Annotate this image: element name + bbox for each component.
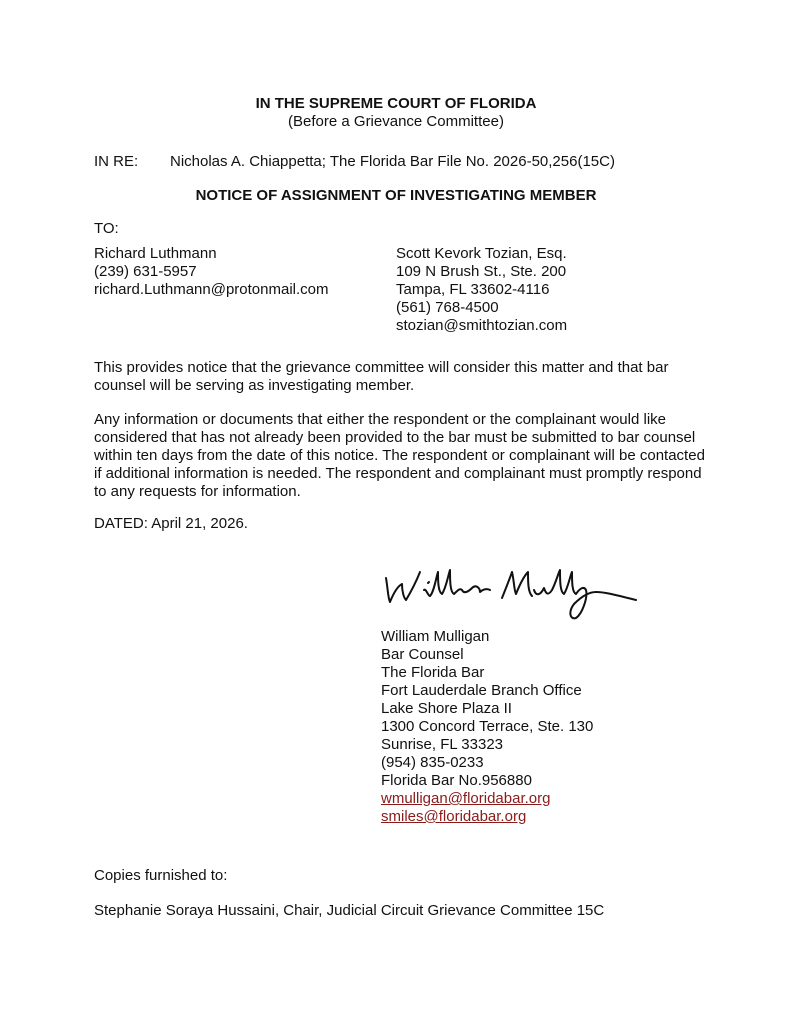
email-link-smiles[interactable]: smiles@floridabar.org: [381, 808, 527, 825]
signer-title: Bar Counsel: [381, 646, 464, 663]
committee-subheading: (Before a Grievance Committee): [288, 113, 504, 130]
notice-title: NOTICE OF ASSIGNMENT OF INVESTIGATING MEMBER: [195, 187, 597, 204]
signer-office: Fort Lauderdale Branch Office: [381, 682, 582, 699]
paragraph-notice: This provides notice that the grievance committee will consider this matter and that bar counsel will be serving as investigating member.: [94, 359, 669, 394]
dated-line: DATED: April 21, 2026.: [94, 515, 248, 532]
in-re-text: Nicholas A. Chiappetta; The Florida Bar File No. 2026-50,256(15C): [170, 153, 615, 170]
signature-image: [376, 558, 646, 628]
signer-building: Lake Shore Plaza II: [381, 700, 512, 717]
recipient-right: [396, 245, 567, 335]
email-link-wmulligan[interactable]: wmulligan@floridabar.org: [381, 790, 551, 807]
copies-label: Copies furnished to:: [94, 867, 228, 884]
signer-bar-number: Florida Bar No.956880: [381, 772, 532, 789]
signer-city: Sunrise, FL 33323: [381, 736, 504, 753]
signer-name: William Mulligan: [381, 628, 490, 645]
signer-street: 1300 Concord Terrace, Ste. 130: [381, 718, 594, 735]
recipient-right-phone: (561) 768-4500: [396, 299, 499, 316]
signer-organization: The Florida Bar: [381, 664, 485, 681]
recipient-right-email: stozian@smithtozian.com: [396, 317, 568, 334]
signer-block: [381, 628, 593, 826]
signer-phone: (954) 835-0233: [381, 754, 484, 771]
in-re-label: IN RE:: [94, 153, 139, 170]
recipient-right-street: 109 N Brush St., Ste. 200: [396, 263, 567, 280]
paragraph-information: Any information or documents that either the respondent or the complainant would like considered that has not already been provided to the bar must be submitted to bar counsel within ten days from the date of this notice. The respondent or complainant will be contacted if additional information is needed. The respondent and complainant must promptly respond to any requests for information.: [94, 411, 705, 500]
court-heading: IN THE SUPREME COURT OF FLORIDA: [255, 95, 537, 112]
recipient-left: [94, 245, 329, 299]
copies-recipient: Stephanie Soraya Hussaini, Chair, Judicial Circuit Grievance Committee 15C: [94, 902, 605, 919]
recipient-right-name: Scott Kevork Tozian, Esq.: [396, 245, 567, 262]
recipient-left-phone: (239) 631-5957: [94, 263, 197, 280]
recipient-left-name: Richard Luthmann: [94, 245, 217, 262]
recipient-left-email: richard.Luthmann@protonmail.com: [94, 281, 329, 298]
recipient-right-city: Tampa, FL 33602-4116: [396, 281, 550, 298]
to-label: TO:: [94, 220, 119, 237]
